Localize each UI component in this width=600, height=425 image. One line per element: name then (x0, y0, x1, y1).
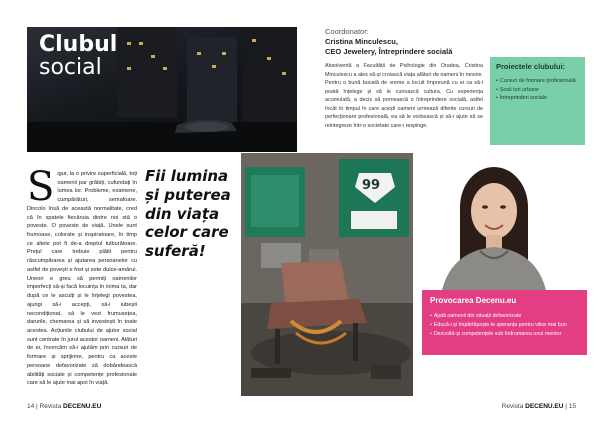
footer-publication-right: Revista (501, 403, 524, 410)
svg-text:99: 99 (362, 178, 381, 193)
footer-brand-left: DECENU.EU (63, 403, 102, 410)
article-text: igur, la o privire superficială, toți oamenii par grăbiți, cufundați în lumea lor. Probleme, examene, cumpărături, semafoare. Dincolo însă de această normalitate, cred că în spatele fiecăruia dintre noi stă o poveste. O poveste de viață. Unele sunt frumoase, colorate și inspiratoare, în timp ce altele pot fi de-a dreptul tulburătoare. Prețul care trebuie plătit pentru răscumpărarea și ajutarea persoanelor cu astfel de povești e fost și este dulce-amărui. Uneori e greu să permiți oamenilor imperfecți să-și facă locuința în inima ta, dar după ce le asculți și le înțelegi povestea, ajungi să-i accepți, să-i iubești necondiționat, să le vezi frumusețea, darurile, chemarea și să investești în toate acestea. Acțiunile clubului de ajutor social sunt centrate în jurul acestor oameni. Alături de ei, încercăm să-i ajutăm prin cursuri de formare și sprijinire, pentru ca aceste persoane defavorizate să dobândească abilități sociale și competențe profesionale care să le ajute mai apoi în viață. (27, 171, 137, 387)
challenge-heading: Provocarea Decenu.eu (430, 296, 517, 305)
footer-right: Revista DECENU.EU | 15 (501, 403, 576, 410)
page-number-right: 15 (568, 403, 576, 410)
coordinator-name: Cristina Minculescu, (325, 37, 398, 47)
title-light: social (39, 55, 102, 81)
portrait-photo (422, 155, 572, 290)
list-item: • Dezvoltă-și competențele sub îndrumarea unui mentor (430, 330, 579, 339)
list-item: • Ajută oamenii din situații defavorizate (430, 312, 579, 321)
coordinator-title: CEO Jewelery, Întreprindere socială (325, 47, 453, 57)
page-number-left: 14 (27, 403, 35, 410)
hero-photo (27, 27, 297, 152)
projects-list (496, 77, 579, 103)
projects-heading: Proiectele clubului: (496, 62, 566, 71)
footer-publication-left: Revista (39, 403, 62, 410)
challenge-box (422, 290, 587, 355)
drop-cap: S (27, 164, 55, 210)
list-item: • Cursuri de formare profesională (496, 77, 579, 86)
projects-box (490, 57, 585, 145)
title-bold: Clubul (39, 32, 118, 57)
pull-quote: Fii lumina și puterea din viața celor care suferă! (145, 167, 231, 260)
coordinator-bio: Absolventă a Facultății de Psihologie din Oradea, Cristina Minculescu a ales să-și croiască viața alături de oameni în nevoie. Pentru o bună bucată de vreme a locuit împreună cu ei ca să-i poată înțelege și să le cunoască cultura. Cu experiența acumulată, a decis să pornească o întreprindere socială, astfel încât în timpul în care acești oameni urmează diferite cursuri de perfecționare profesională, ea să le vorbească și să-i ajute să se reintegreze într-o societate care-i respinge. (325, 63, 483, 129)
chair-photo-scene (241, 153, 413, 396)
article-body (27, 164, 137, 388)
page-title (39, 33, 117, 79)
chair-photo (241, 153, 413, 396)
list-item: • Școli tori urbane (496, 86, 579, 95)
coordinator-label: Coordonator: (325, 27, 369, 36)
coordinator-block (325, 27, 485, 57)
footer-left: 14 | Revista DECENU.EU (27, 403, 102, 410)
list-item: • Educă-i și împărtășește-le speranța pentru viitor mai bun (430, 321, 579, 330)
challenge-list (430, 312, 579, 339)
footer-brand-right: DECENU.EU (525, 403, 564, 410)
coordinator-portrait (422, 155, 572, 290)
list-item: • Întreprinderi sociale (496, 94, 579, 103)
